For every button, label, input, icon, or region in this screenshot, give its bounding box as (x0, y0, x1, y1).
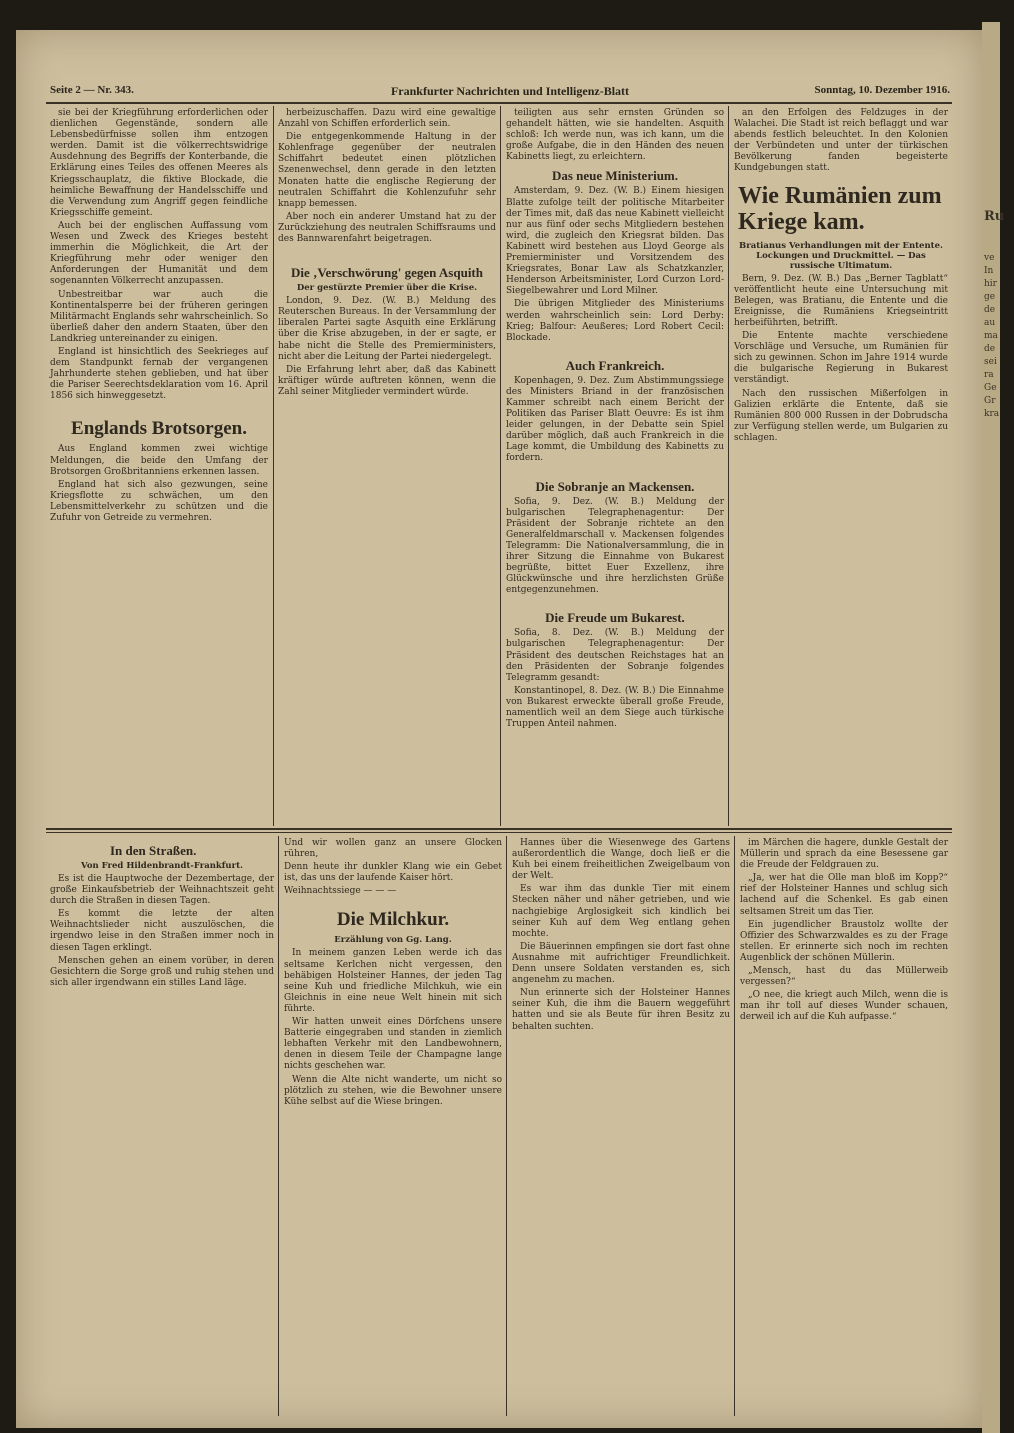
paragraph: Die Bäuerinnen empfingen sie dort fast ohne Ausnahme mit aufrichtiger Freundlichkeit. Denn unsere Soldaten verstanden es, sich angenehm zu machen. (512, 941, 730, 986)
column-1 (50, 108, 268, 824)
column-4 (734, 108, 948, 824)
paragraph: In meinem ganzen Leben werde ich das seltsame Kerlchen nicht vergessen, den behäbigen Holsteiner Hannes, der jeden Tag seine Kuh und friedliche Milchkuh, wie ein Gleichnis in eine neue Welt hinein mit sich führte. (284, 948, 502, 1014)
paragraph: im Märchen die hagere, dunkle Gestalt der Müllerin und sprach da eine Besessene gar die Freude der Feldgrauen zu. (740, 838, 948, 871)
headline-freude-bukarest: Die Freude um Bukarest. (545, 610, 685, 626)
paragraph: „Ja, wer hat die Olle man bloß im Kopp?“ rief der Holsteiner Hannes und schlug sich lachend auf die Schenkel. Es gab einen seltsamen Streit um das Tier. (740, 873, 948, 917)
paragraph: Aus England kommen zwei wichtige Meldungen, die beide den Umfang der Brotsorgen Großbritanniens erkennen lassen. (50, 444, 268, 477)
paragraph: Auch bei der englischen Auffassung vom Wesen und Zweck des Krieges besteht immerhin die Möglichkeit, die Art der Kriegführung mehr oder weniger den Anforderungen der Humanität und dem sogenannten Völkerrecht anzupassen. (50, 220, 268, 287)
paragraph: Die Erfahrung lehrt aber, daß das Kabinett kräftiger würde auftreten können, wenn die Zahl seiner Mitglieder vermindert würde. (278, 364, 496, 397)
column-divider (728, 106, 729, 826)
paragraph: Die entgegenkommende Haltung in der Kohlenfrage gegenüber der neutralen Schiffahrt bedeutet einen plötzlichen Szenenwechsel, denn gerade in den letzten Monaten hatte die englische Regierung der neutralen Schiffahrt die Kohlenzufuhr sehr knapp bemessen. (278, 132, 496, 209)
feuilleton-column-1 (50, 838, 274, 1418)
feuilleton-rule (46, 828, 952, 830)
paragraph: Nun erinnerte sich der Holsteiner Hannes seiner Kuh, die ihm die Bauern weggeführt hatten und sie als Beute für ihren Besitz zu behalten suchten. (512, 988, 730, 1032)
paragraph: Ein jugendlicher Braustolz wollte der Offizier des Schwarzwaldes es zu der Frage stellen. Er erinnerte sich noch im rechten Augenblick der schönen Müllerin. (740, 919, 948, 963)
poem-line: Weihnachtssiege — — — (284, 886, 397, 897)
feuilleton-rule-thin (46, 832, 952, 833)
edge-fragment: ra (984, 370, 994, 380)
paragraph: Es war ihm das dunkle Tier mit einem Stecken näher und näher getrieben, und wie nachgiebige Arglosigkeit sich kindlich bei seiner Kuh auf dem Weg entlang gehen mochte. (512, 884, 730, 939)
paragraph: London, 9. Dez. (W. B.) Meldung des Reuterschen Bureaus. In der Versammlung der liberalen Partei sagte Asquith eine Erklärung über die Krise abzugeben, in der er sagte, er habe nicht die Stelle des Premierministers, nicht aber die Leitung der Partei niedergelegt. (278, 296, 496, 362)
adjacent-page-edge (982, 22, 1005, 1433)
paragraph: herbeizuschaffen. Dazu wird eine gewaltige Anzahl von Schiffen erforderlich sein. (278, 108, 496, 130)
paragraph: Bern, 9. Dez. (W. B.) Das „Berner Tagblatt“ veröffentlicht heute eine Untersuchung mit Belegen, was Bratianu, die Entente und die Ereignisse, die Rumäniens Kriegseintritt herbeiführten, betrifft. (734, 273, 948, 328)
headline-sobranje: Die Sobranje an Mackensen. (535, 478, 695, 494)
headline-englands-brotsorgen: Englands Brotsorgen. (71, 418, 247, 440)
headline-in-den-strassen: In den Straßen. (110, 843, 197, 858)
column-divider (734, 836, 735, 1416)
edge-fragment: kra (984, 409, 1000, 419)
paragraph: Es ist die Hauptwoche der Dezembertage, der große Einkaufsbetrieb der Weihnachtszeit geht durch die Straßen in diesen Tagen. (50, 874, 274, 907)
column-2 (278, 108, 496, 824)
headline-milchkur: Die Milchkur. (336, 909, 450, 931)
edge-fragment: sei (984, 357, 997, 367)
paragraph: Wenn die Alte nicht wanderte, um nicht so plötzlich zu stehen, wie die Bewohner unsere Kühe selbst auf die Wiese bringen. (284, 1074, 502, 1107)
poem-line: Und wir wollen ganz an unsere Glocken rühren, (284, 838, 502, 860)
header-rule (46, 102, 952, 104)
headline-neues-ministerium: Das neue Ministerium. (551, 168, 679, 184)
page-number: Seite 2 — Nr. 343. (50, 84, 134, 96)
feuilleton-column-3 (512, 838, 730, 1418)
paragraph: Die Entente machte verschiedene Vorschläge und Versuche, um Rumänien für sich zu gewinnen. Schon im Jahre 1914 wurde die bulgarische Regierung in Bukarest verständigt. (734, 331, 948, 386)
headline-rumaenien: Wie Rumänien zum Kriege kam. (738, 182, 942, 235)
column-divider (506, 836, 507, 1416)
column-divider (500, 106, 501, 826)
column-3 (506, 108, 724, 824)
byline: Erzählung von Gg. Lang. (334, 935, 452, 946)
paragraph: Konstantinopel, 8. Dez. (W. B.) Die Einnahme von Bukarest erweckte überall große Freude, namentlich weil an dem Siege auch türkische Truppen Anteil nahmen. (506, 685, 724, 730)
edge-fragment: Gr (984, 396, 996, 406)
paragraph: Sofia, 8. Dez. (W. B.) Meldung der bulgarischen Telegraphenagentur: Der Präsident des deutschen Reichstages hat an den Präsidenten der Sobranje folgendes Telegramm gesandt: (506, 628, 724, 683)
column-divider (278, 836, 279, 1416)
byline: Von Fred Hildenbrandt-Frankfurt. (81, 861, 243, 871)
paragraph: an den Erfolgen des Feldzuges in der Walachei. Die Stadt ist reich beflaggt und war abends festlich beleuchtet. In den Kolonien der Verbündeten und unter der türkischen Bevölkerung fanden begeisterte Kundgebungen statt. (734, 108, 948, 174)
edge-fragment: Ru (984, 209, 1005, 224)
feuilleton-column-2 (284, 838, 502, 1418)
paragraph: Nach den russischen Mißerfolgen in Galizien erklärte die Entente, daß sie Rumänien 800 000 Russen in der Dobrudscha zur Verfügung stellen werde, um Bulgarien zu schlagen. (734, 388, 948, 443)
subheadline: Der gestürzte Premier über die Krise. (296, 283, 478, 294)
edge-fragment: Ge (984, 383, 997, 393)
paragraph: Unbestreitbar war auch die Kontinentalsperre bei der früheren geringen Militärmacht Englands sehr wahrscheinlich. So überließ daher den andern Staaten, über den Landkrieg untereinander zu einigen. (50, 289, 268, 344)
edge-fragment: hir (984, 279, 997, 289)
paragraph: Kopenhagen, 9. Dez. Zum Abstimmungssiege des Ministers Briand in der französischen Kammer schreibt nach einem Bericht der Politiken das Pariser Blatt Oeuvre: Es ist ihm leider gelungen, in der Debatte sein Spiel darüber möglich, daß auch Frankreich in die Lage kommt, die Umbildung des Kabinetts zu fordern. (506, 375, 724, 464)
paragraph: teiligten aus sehr ernsten Gründen so gehandelt hätten, wie sie handelten. Asquith schloß: Ich werde nun, was ich kann, um die große Aufgabe, die in den Händen des neuen Kabinetts liegt, zu erleichtern. (506, 108, 724, 163)
paragraph: Hannes über die Wiesenwege des Gartens außerordentlich die Wange, doch ließ er die Kuh bei einem freiheitlichen Zweigelbaum von der Welt. (512, 838, 730, 882)
poem-line: Denn heute ihr dunkler Klang wie ein Gebet ist, das uns der laufende Kaiser hört. (284, 862, 502, 884)
paragraph: sie bei der Kriegführung erforderlichen oder dienlichen Gegenstände, sondern alle Lebensbedürfnisse sollen ihm entzogen werden. Damit ist die völkerrechtswidrige Ausdehnung des Begriffs der Konterbande, die Erklärung eines Teiles des offenen Meeres als Kriegsschauplatz, die fiktive Blockade, die heimliche Bewaffnung der Handelsschiffe und die Verwendung zum Angriff gegen feindliche Kriegsschiffe gemeint. (50, 108, 268, 218)
feuilleton-column-4 (740, 838, 948, 1418)
edge-fragment: In (984, 266, 994, 276)
edge-fragment: ge (984, 292, 996, 302)
paragraph: Amsterdam, 9. Dez. (W. B.) Einem hiesigen Blatte zufolge teilt der politische Mitarbeiter der Times mit, daß das neue Kabinett vielleicht nur aus fünf oder sechs Mitgliedern bestehen wird, die zugleich den Kriegsrat bilden. Das Kabinett wird bestehen aus Lloyd George als Premierminister und Vorsitzendem des Kriegsrates, Bonar Law als Schatzkanzler, Henderson Arbeitsminister, Lord Curzon Lord-Siegelbewahrer und Lord Milner. (506, 186, 724, 297)
paragraph: „Mensch, hast du das Müllerweib vergessen?“ (740, 966, 948, 988)
edge-fragment: au (984, 318, 996, 328)
edge-fragment: de (984, 305, 996, 315)
page-header (50, 84, 950, 102)
paragraph: „O nee, die kriegt auch Milch, wenn die is man ihr toll auf dieses Wunder schauen, derweil ich auf die Kuh aufpasse.“ (740, 990, 948, 1023)
masthead: Frankfurter Nachrichten und Intelligenz-Blatt (390, 84, 630, 98)
paragraph: Wir hatten unweit eines Dörfchens unsere Batterie eingegraben und standen in ziemlich lebhaften Verkehr mit den Landbewohnern, denen in diesem Teile der Champagne lange nichts geschehen war. (284, 1017, 502, 1072)
edge-fragment: de (984, 344, 996, 354)
edge-fragment: ma (984, 331, 998, 341)
headline-auch-frankreich: Auch Frankreich. (565, 357, 665, 373)
paragraph: England ist hinsichtlich des Seekrieges auf dem Standpunkt fernab der vergangenen Jahrhunderte stehen geblieben, und hat über die Pariser Seerechtsdeklaration vom 16. April 1856 sich hinweggesetzt. (50, 346, 268, 402)
paragraph: Die übrigen Mitglieder des Ministeriums werden wahrscheinlich sein: Lord Derby: Krieg; Balfour: Aeußeres; Lord Robert Cecil: Blockade. (506, 299, 724, 343)
paragraph: Menschen gehen an einem vorüber, in deren Gesichtern die Sorge groß und ruhig stehen und sich aller irgendwann ein stilles Land läge. (50, 955, 274, 988)
column-divider (273, 106, 274, 826)
issue-date: Sonntag, 10. Dezember 1916. (814, 84, 950, 96)
headline-verschwoerung: Die ‚Verschwörung' gegen Asquith (290, 265, 483, 281)
paragraph: Sofia, 9. Dez. (W. B.) Meldung der bulgarischen Telegraphenagentur: Der Präsident der Sobranje richtete an den Generalfeldmarschall v. Mackensen folgendes Telegramm: Die Nationalversammlung, die in ihrer Sitzung die Einnahme von Bukarest begrüßte, bittet Euer Exzellenz, ihre Glückwünsche und ihre herzlichsten Grüße entgegenzunehmen. (506, 496, 724, 596)
paragraph: Es kommt die letzte der alten Weihnachtslieder nicht auszulöschen, die irgendwo leise in den Straßen immer noch in diesen Tagen erklingt. (50, 909, 274, 953)
paragraph: Aber noch ein anderer Umstand hat zu der Zurückziehung des neutralen Schiffsraums und des Bannwarenfahrt beigetragen. (278, 211, 496, 245)
newspaper-page (16, 30, 982, 1428)
edge-fragment: ve (984, 253, 995, 263)
paragraph: England hat sich also gezwungen, seine Kriegsflotte zu schwächen, um den Lebensmittelverkehr zu schützen und die Zufuhr von Getreide zu vermehren. (50, 479, 268, 523)
subheadline: Bratianus Verhandlungen mit der Entente. Lockungen und Druckmittel. — Das russische Ultimatum. (739, 240, 943, 271)
